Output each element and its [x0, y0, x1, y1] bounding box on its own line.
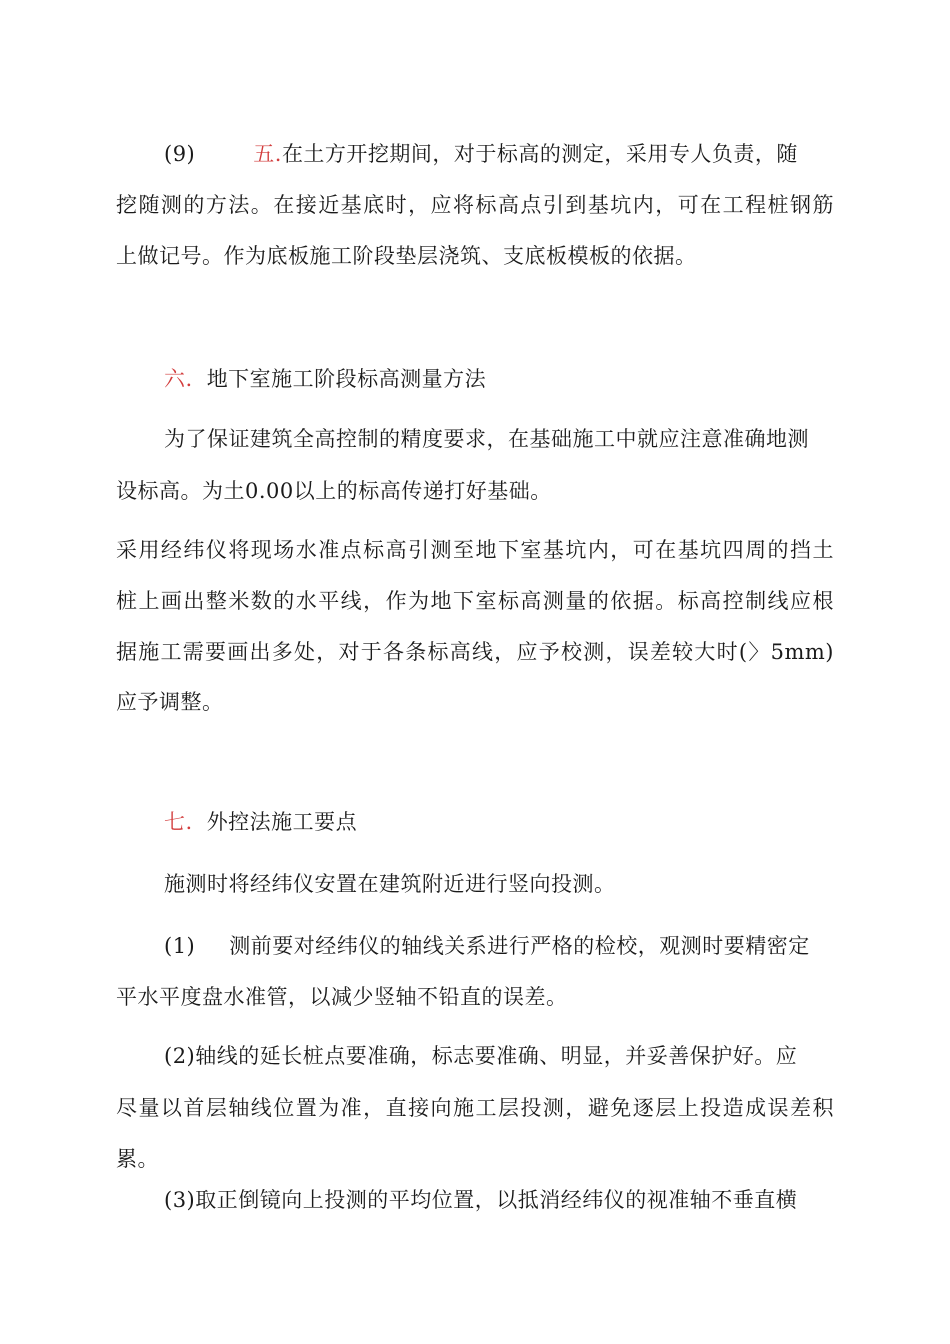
sec5-line1	[164, 140, 798, 168]
sec7-item1-line1	[164, 932, 810, 960]
sec7-item2-line1: (2)轴线的延长桩点要准确，标志要准确、明显，并妥善保护好。应	[164, 1044, 798, 1068]
section-number: 七.	[164, 810, 193, 834]
sec7-item2-line2: 尽量以首层轴线位置为准，直接向施工层投测，避免逐层上投造成误差积	[116, 1096, 834, 1120]
sec5-line3: 上做记号。作为底板施工阶段垫层浇筑、支底板模板的依据。	[116, 244, 697, 268]
section-title: 外控法施工要点	[206, 810, 358, 834]
item-number: (1)	[164, 934, 196, 958]
sec6-p1-line2: 设标高。为土0.00以上的标高传递打好基础。	[116, 479, 552, 503]
sec6-heading	[164, 365, 486, 393]
sec6-p2-line1: 采用经纬仪将现场水准点标高引测至地下室基坑内，可在基坑四周的挡土	[116, 538, 834, 562]
text: 测前要对经纬仪的轴线关系进行严格的检校，观测时要精密定	[229, 934, 810, 958]
sec6-p1-line1: 为了保证建筑全高控制的精度要求，在基础施工中就应注意准确地测	[164, 427, 809, 451]
section-number: 五.	[253, 142, 282, 166]
section-title: 地下室施工阶段标高测量方法	[206, 367, 487, 391]
sec5-line2: 挖随测的方法。在接近基底时，应将标高点引到基坑内，可在工程桩钢筋	[116, 193, 834, 217]
sec7-heading	[164, 808, 357, 836]
section-number: 六.	[164, 367, 193, 391]
sec6-p2-line2: 桩上画出整米数的水平线，作为地下室标高测量的依据。标高控制线应根	[116, 589, 834, 613]
sec7-item1-line2: 平水平度盘水准管，以减少竖轴不铅直的误差。	[116, 985, 568, 1009]
sec7-item3-line1: (3)取正倒镜向上投测的平均位置，以抵消经纬仪的视准轴不垂直横	[164, 1188, 798, 1212]
sec7-item2-line3: 累。	[116, 1147, 159, 1171]
sec7-intro: 施测时将经纬仪安置在建筑附近进行竖向投测。	[164, 872, 616, 896]
text: 在土方开挖期间，对于标高的测定，采用专人负责，随	[281, 142, 798, 166]
sec6-p2-line3: 据施工需要画出多处，对于各条标高线，应予校测，误差较大时(〉5mm)	[116, 640, 834, 664]
sec6-p2-line4: 应予调整。	[116, 690, 224, 714]
item-number: (9)	[164, 142, 196, 166]
